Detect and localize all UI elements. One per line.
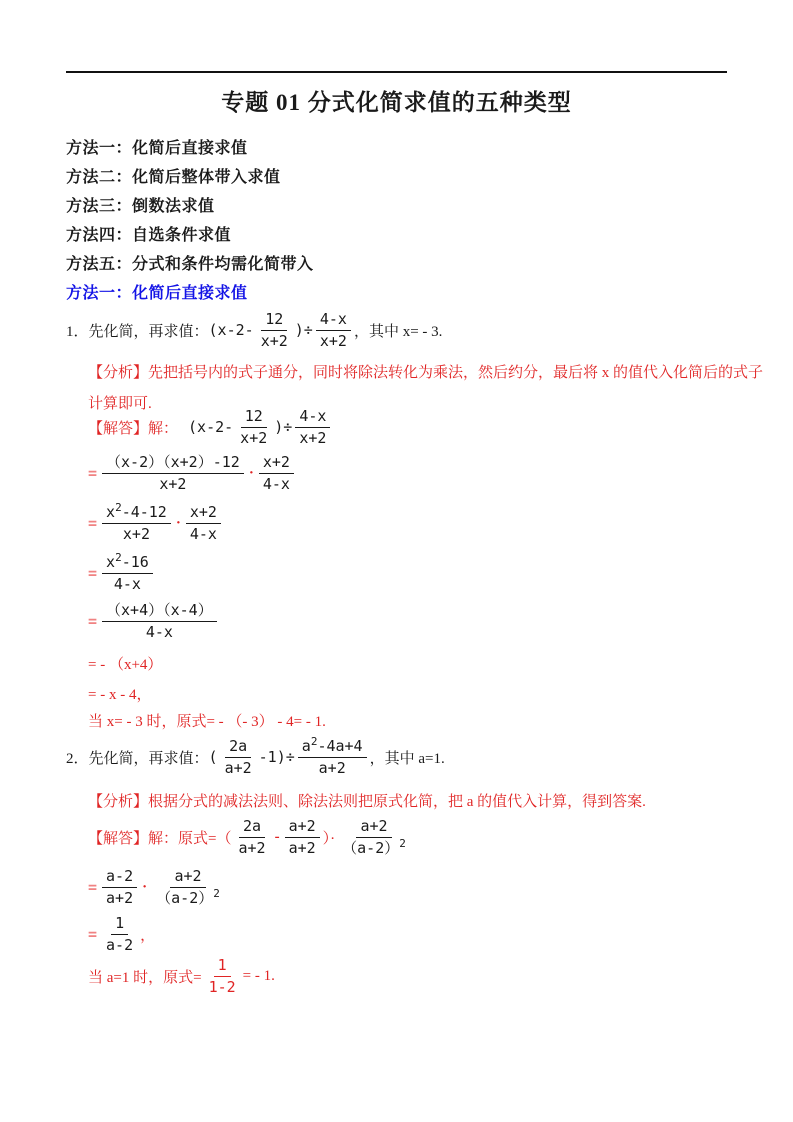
- fraction: $\frac{x^2-4-12}{x+2}$: [102, 503, 171, 544]
- fraction: $\frac{12}{x+2}$: [260, 309, 288, 350]
- solution-1-step-5: = - （x+4）: [88, 657, 163, 673]
- multiply-dot: ·: [248, 464, 254, 481]
- problem-1-divide: )÷: [294, 321, 313, 339]
- method-section-heading: 方法一：化简后直接求值: [66, 285, 248, 302]
- problem-2-statement: [66, 730, 445, 784]
- problem-1-analysis-line1: 【分析】先把括号内的式子通分，同时将除法转化为乘法，然后约分，最后将 x 的值代入化简后的式子: [88, 365, 764, 381]
- superscript: 2: [310, 734, 318, 748]
- method-item-2: 方法二：化简后整体带入求值: [66, 169, 281, 186]
- fraction: $\frac{12}{x+2}$: [240, 406, 268, 447]
- problem-1-statement: [66, 306, 442, 354]
- equals-sign: =: [88, 878, 98, 896]
- minus-sign: -: [274, 828, 280, 845]
- solution-1-step-4: [88, 598, 220, 644]
- solution-2-conclusion: [88, 955, 275, 997]
- multiply-dot: ·: [142, 878, 148, 895]
- solution-1-step-3: [88, 549, 156, 597]
- page-title: 专题 01 分式化简求值的五种类型: [221, 90, 572, 115]
- solution-1-conclusion: 当 x= - 3 时，原式= - （- 3） - 4= - 1.: [88, 714, 326, 730]
- conclusion-post: = - 1.: [242, 967, 275, 984]
- superscript: 2: [213, 886, 220, 900]
- solution-1-step-1: [88, 450, 297, 496]
- fraction: $\frac{2a}{a+2}$: [224, 736, 252, 777]
- method-item-4: 方法四：自选条件求值: [66, 227, 232, 244]
- method-item-5: 方法五：分式和条件均需化简带入: [66, 256, 314, 273]
- multiply-dot: ·: [175, 514, 181, 531]
- answer-label: 【解答】解：: [88, 420, 179, 437]
- fraction: $\frac{4-x}{x+2}$: [295, 407, 330, 448]
- solution-1-step-6: = - x - 4，: [88, 687, 152, 703]
- comma: ，: [140, 927, 156, 944]
- problem-2-condition: ，其中 a=1.: [369, 750, 445, 767]
- fraction: $\frac{x^2-16}{4-x}$: [102, 553, 153, 594]
- equals-sign: =: [88, 564, 98, 582]
- equals-sign: =: [88, 612, 98, 630]
- superscript: 2: [399, 836, 406, 850]
- equals-sign: =: [88, 514, 98, 532]
- fraction: $\frac{4-x}{x+2}$: [316, 310, 351, 351]
- top-rule: [66, 71, 727, 73]
- problem-1-analysis-line2: 计算即可.: [88, 396, 152, 412]
- solution-1-start: [88, 404, 333, 450]
- problem-2-divide: -1)÷: [258, 748, 295, 766]
- problem-2-analysis: 【分析】根据分式的减法法则、除法法则把原式化简，把 a 的值代入计算，得到答案.: [88, 794, 646, 810]
- problem-2-number: 2．: [66, 750, 89, 767]
- fraction: $\frac{a-2}{a+2}$: [102, 867, 137, 908]
- problem-2-intro: 先化简，再求值：: [88, 750, 209, 767]
- fraction: $\frac{a+2}{(a-2)^2}$: [342, 816, 406, 857]
- fraction: $\frac{a+2}{a+2}$: [285, 817, 320, 858]
- problem-1-intro: 先化简，再求值：: [88, 323, 209, 340]
- expression-open: (x-2-: [188, 418, 234, 436]
- superscript: 2: [115, 550, 122, 564]
- fraction: $\frac{a+2}{(a-2)^2}$: [156, 866, 220, 907]
- solution-1-step-2: [88, 497, 224, 549]
- conclusion-pre: 当 a=1 时，原式=: [88, 969, 202, 986]
- fraction: $\frac{2a}{a+2}$: [238, 816, 266, 857]
- fraction: $\frac{(x+4)(x-4)}{4-x}$: [102, 601, 217, 642]
- fraction: $\frac{1}{a-2}$: [106, 913, 134, 954]
- method-item-1: 方法一：化简后直接求值: [66, 140, 248, 157]
- answer-label: 【解答】解：原式=（: [88, 830, 232, 847]
- solution-2-step-2: [88, 911, 155, 957]
- solution-2-step-1: [88, 862, 227, 912]
- fraction: $\frac{1}{1-2}$: [208, 955, 236, 996]
- fraction: $\frac{x+2}{4-x}$: [259, 453, 294, 494]
- problem-1-number: 1．: [66, 323, 89, 340]
- problem-1-open-paren: (x-2-: [208, 321, 254, 339]
- equals-sign: =: [88, 925, 98, 943]
- fraction: $\frac{(x-2)(x+2)-12}{x+2}$: [102, 453, 244, 494]
- equals-sign: =: [88, 464, 98, 482]
- fraction: $\frac{x+2}{4-x}$: [186, 503, 221, 544]
- problem-1-condition: ，其中 x= - 3.: [353, 323, 443, 340]
- solution-2-start: [88, 812, 413, 862]
- problem-2-open-paren: (: [208, 748, 218, 766]
- fraction: $\frac{a^2-4a+4}{a+2}$: [298, 737, 367, 778]
- superscript: 2: [115, 500, 122, 514]
- close-paren-multiply: ）·: [322, 830, 336, 847]
- expression-divide: )÷: [274, 418, 293, 436]
- method-item-3: 方法三：倒数法求值: [66, 198, 215, 215]
